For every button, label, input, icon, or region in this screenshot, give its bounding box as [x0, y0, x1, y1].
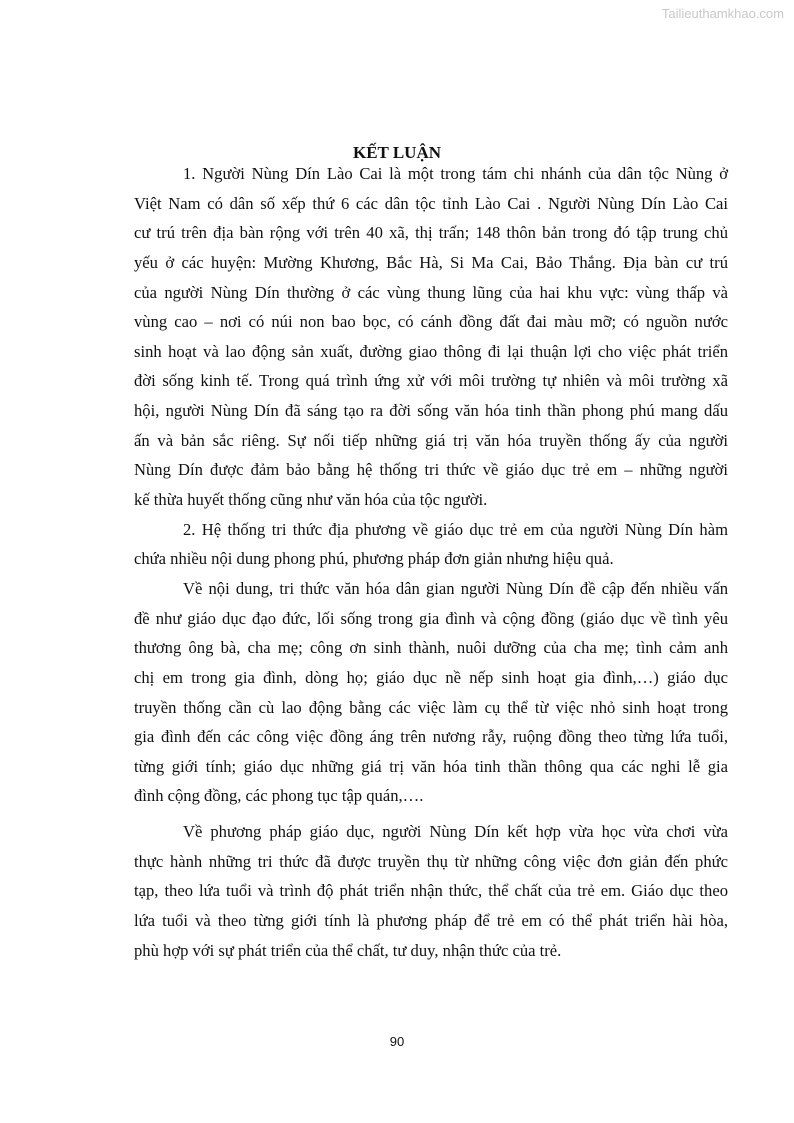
text-line: Về phương pháp giáo dục, người Nùng Dín kết hợp vừa học vừa chơi vừa [183, 822, 728, 842]
text-line: kế thừa huyết thống cũng như văn hóa của tộc người. [134, 490, 488, 510]
text-line: yếu ở các huyện: Mường Khương, Bắc Hà, Si Ma Cai, Bảo Thắng. Địa bàn cư trú [134, 252, 728, 272]
text-line: Nùng Dín được đảm bảo bằng hệ thống tri thức về giáo dục trẻ em – những người [134, 460, 728, 480]
text-line: chị em trong gia đình, dòng họ; giáo dục nề nếp sinh hoạt gia đình,…) giáo dục [134, 667, 728, 687]
text-line: cư trú trên địa bàn rộng với trên 40 xã, thị trấn; 148 thôn bản trong đó tập trung chủ [134, 223, 728, 243]
text-line: Việt Nam có dân số xếp thứ 6 các dân tộc tỉnh Lào Cai . Người Nùng Dín Lào Cai [134, 193, 728, 213]
text-line: của người Nùng Dín thường ở các vùng thung lũng của hai khu vực: vùng thấp và [134, 282, 728, 302]
paragraph [134, 817, 728, 965]
text-line: tạp, theo lứa tuổi và trình độ phát triển nhận thức, thể chất của trẻ em. Giáo dục theo [134, 881, 728, 901]
text-line: sinh hoạt và lao động sản xuất, đường giao thông đi lại thuận lợi cho việc phát triển [134, 341, 728, 361]
text-line: thương ông bà, cha mẹ; công ơn sinh thành, nuôi dưỡng của cha mẹ; tình cảm anh [134, 638, 728, 658]
text-line: gia đình đến các công việc đồng áng trên nương rẫy, ruộng đồng theo từng lứa tuổi, [134, 727, 728, 747]
text-line: đời sống kinh tế. Trong quá trình ứng xử với môi trường tự nhiên và môi trường xã [134, 371, 728, 391]
paragraph [134, 574, 728, 811]
text-line: thực hành những tri thức đã được truyền thụ từ những công việc đơn giản đến phức [134, 851, 728, 871]
text-line: phù hợp với sự phát triển của thể chất, tư duy, nhận thức của trẻ. [134, 940, 562, 960]
paragraph [134, 515, 728, 574]
page-title: KẾT LUẬN [352, 143, 441, 162]
text-line: vùng cao – nơi có núi non bao bọc, có cánh đồng đất đai màu mỡ; có nguồn nước [134, 312, 728, 332]
text-line: truyền thống cần cù lao động bằng các việc làm cụ thể từ việc nhỏ sinh hoạt trong [134, 697, 728, 717]
text-line: hội, người Nùng Dín đã sáng tạo ra đời sống văn hóa tinh thần phong phú mang dấu [134, 401, 728, 421]
text-line: ấn và bản sắc riêng. Sự nối tiếp những giá trị văn hóa truyền thống ấy của người [134, 430, 728, 450]
text-line: chứa nhiều nội dung phong phú, phương pháp đơn giản nhưng hiệu quả. [134, 549, 614, 569]
text-line: đề như giáo dục đạo đức, lối sống trong gia đình và cộng đồng (giáo dục về tình yêu [134, 608, 728, 628]
text-line: đình cộng đồng, các phong tục tập quán,…. [134, 786, 424, 806]
text-line: 1. Người Nùng Dín Lào Cai là một trong tám chi nhánh của dân tộc Nùng ở [183, 164, 728, 183]
page-number: 90 [389, 1034, 405, 1049]
text-line: từng giới tính; giáo dục những giá trị văn hóa tinh thần thông qua các nghi lễ gia [134, 756, 728, 776]
paragraph [134, 159, 728, 515]
text-line: 2. Hệ thống tri thức địa phương về giáo dục trẻ em của người Nùng Dín hàm [183, 519, 728, 539]
body-text [134, 159, 728, 965]
watermark: Tailieuthamkhao.com [661, 6, 784, 21]
text-line: lứa tuổi và theo từng giới tính là phương pháp để trẻ em có thể phát triển hài hòa, [134, 911, 728, 931]
text-line: Về nội dung, tri thức văn hóa dân gian người Nùng Dín đề cập đến nhiều vấn [183, 578, 728, 598]
